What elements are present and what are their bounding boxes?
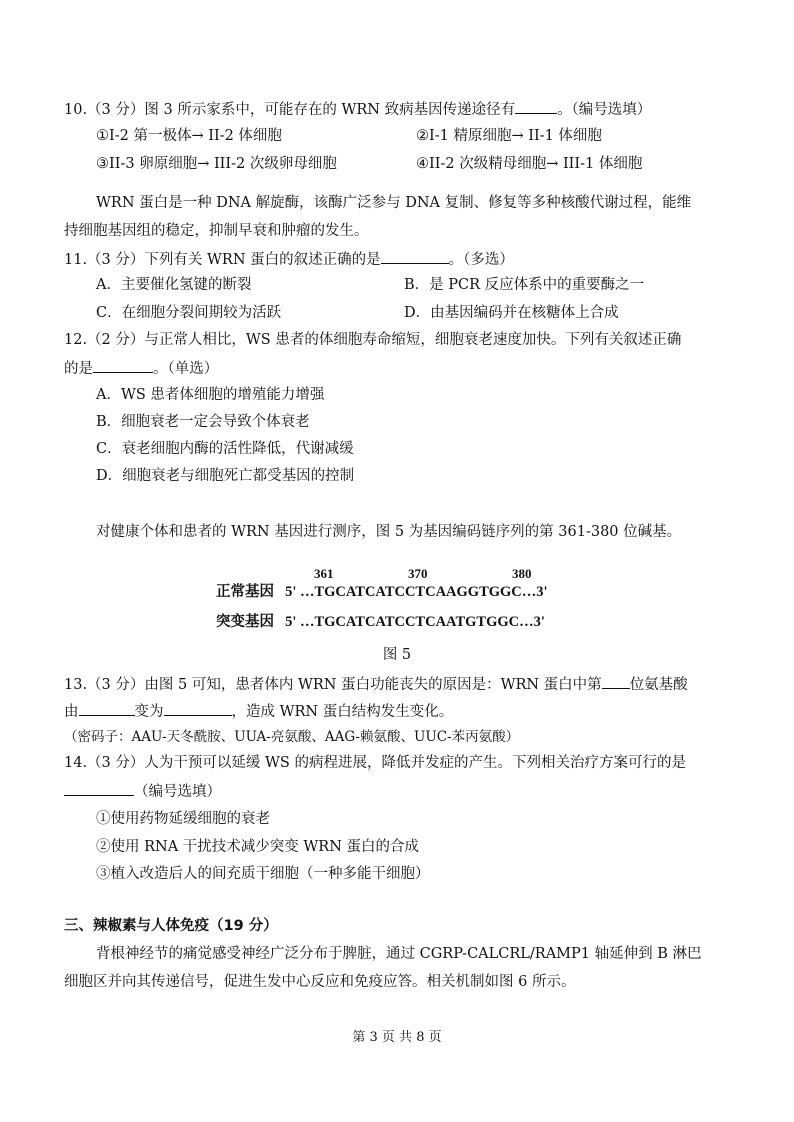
q12-option-d: D．细胞衰老与细胞死亡都受基因的控制 xyxy=(96,468,355,484)
q10-option-2: ②I-1 精原细胞→ II-1 体细胞 xyxy=(416,128,602,144)
position-380-label: 380 xyxy=(512,566,532,581)
q10-stem xyxy=(64,98,651,120)
q11-answer-blank[interactable] xyxy=(381,248,449,264)
position-361-label: 361 xyxy=(314,566,334,581)
q13-line2-suffix: ，造成 WRN 蛋白结构发生变化。 xyxy=(231,704,454,720)
q13-to-blank[interactable] xyxy=(164,700,232,716)
mutant-gene-sequence: 5' …TGCATCATCCTCAATGTGGC…3' xyxy=(285,614,545,630)
q13-position-blank[interactable] xyxy=(602,673,630,689)
q11-option-a: A．主要催化氢键的断裂 xyxy=(96,277,252,293)
q14-option-2: ②使用 RNA 干扰技术减少突变 WRN 蛋白的合成 xyxy=(96,839,420,855)
q13-from-blank[interactable] xyxy=(79,700,135,716)
q13-from-text: 由 xyxy=(64,704,79,720)
q12-stem-suffix: 。（单选） xyxy=(153,361,219,377)
q10-stem-text: 10.（3 分）图 3 所示家系中，可能存在的 WRN 致病基因传递途径有 xyxy=(64,102,516,118)
q14-answer-blank[interactable] xyxy=(64,780,134,796)
q14-option-3: ③植入改造后人的间充质干细胞（一种多能干细胞） xyxy=(96,866,430,882)
q11-option-c: C．在细胞分裂间期较为活跃 xyxy=(96,305,282,321)
mutant-gene-label: 突变基因 xyxy=(216,613,274,630)
wrn-intro-line1: WRN 蛋白是一种 DNA 解旋酶，该酶广泛参与 DNA 复制、修复等多种核酸代谢过程，能维 xyxy=(96,195,692,211)
q12-option-c: C．衰老细胞内酶的活性降低，代谢减缓 xyxy=(96,441,354,457)
q12-stem-line2 xyxy=(64,357,218,379)
q14-stem-line2 xyxy=(64,780,221,802)
q13-stem-suffix: 位氨基酸 xyxy=(629,677,688,693)
q13-to-text: 变为 xyxy=(134,704,164,720)
wrn-intro-line2: 持细胞基因组的稳定，抑制早衰和肿瘤的发生。 xyxy=(64,223,369,239)
q14-stem-suffix: （编号选填） xyxy=(134,784,221,800)
q11-stem-suffix: 。（多选） xyxy=(448,252,514,268)
q12-option-b: B．细胞衰老一定会导致个体衰老 xyxy=(96,414,310,430)
section-3-para-line1: 背根神经节的痛觉感受神经广泛分布于脾脏，通过 CGRP-CALCRL/RAMP1 轴延伸到 B 淋巴 xyxy=(96,946,702,962)
q11-stem-text: 11.（3 分）下列有关 WRN 蛋白的叙述正确的是 xyxy=(64,252,381,268)
q11-option-d: D．由基因编码并在核糖体上合成 xyxy=(404,305,619,321)
codon-note: （密码子：AAU-天冬酰胺、UUA-亮氨酸、AAG-赖氨酸、UUC-苯丙氨酸） xyxy=(64,729,520,745)
q10-answer-blank[interactable] xyxy=(515,98,557,114)
q13-line2 xyxy=(64,700,453,722)
q10-option-4: ④II-2 次级精母细胞→ III-1 体细胞 xyxy=(416,156,643,172)
q12-stem-line1: 12.（2 分）与正常人相比，WS 患者的体细胞寿命缩短，细胞衰老速度加快。下列有关叙述正确 xyxy=(64,332,682,348)
mutant-gene-row xyxy=(216,612,545,632)
section-3-heading: 三、辣椒素与人体免疫（19 分） xyxy=(64,918,278,934)
sequencing-intro: 对健康个体和患者的 WRN 基因进行测序，图 5 为基因编码链序列的第 361-380 位碱基。 xyxy=(96,524,682,540)
q13-line1 xyxy=(64,673,688,695)
q14-stem-line1: 14.（3 分）人为干预可以延缓 WS 的病程进展，降低并发症的产生。下列相关治疗方案可行的是 xyxy=(64,755,686,771)
q10-option-1: ①I-2 第一极体→ II-2 体细胞 xyxy=(96,128,282,144)
section-3-para-line2: 细胞区并向其传递信号，促进生发中心反应和免疫应答。相关机制如图 6 所示。 xyxy=(64,974,576,990)
q11-stem xyxy=(64,248,514,270)
q11-option-b: B．是 PCR 反应体系中的重要酶之一 xyxy=(404,277,645,293)
normal-gene-sequence: 5' …TGCATCATCCTCAAGGTGGC…3' xyxy=(285,584,548,600)
position-370-label: 370 xyxy=(408,566,428,581)
normal-gene-label: 正常基因 xyxy=(216,583,274,600)
normal-gene-row xyxy=(216,582,548,602)
page-footer: 第 3 页 共 8 页 xyxy=(352,1030,442,1045)
q12-stem-text: 的是 xyxy=(64,361,93,377)
figure-5-caption: 图 5 xyxy=(382,647,412,663)
q10-option-3: ③II-3 卵原细胞→ III-2 次级卵母细胞 xyxy=(96,156,337,172)
q10-stem-suffix: 。（编号选填） xyxy=(557,102,652,118)
q13-stem-text: 13.（3 分）由图 5 可知，患者体内 WRN 蛋白功能丧失的原因是：WRN 蛋白中第 xyxy=(64,677,602,693)
q12-answer-blank[interactable] xyxy=(93,357,153,373)
q12-option-a: A．WS 患者体细胞的增殖能力增强 xyxy=(96,387,325,403)
q14-option-1: ①使用药物延缓细胞的衰老 xyxy=(96,811,270,827)
